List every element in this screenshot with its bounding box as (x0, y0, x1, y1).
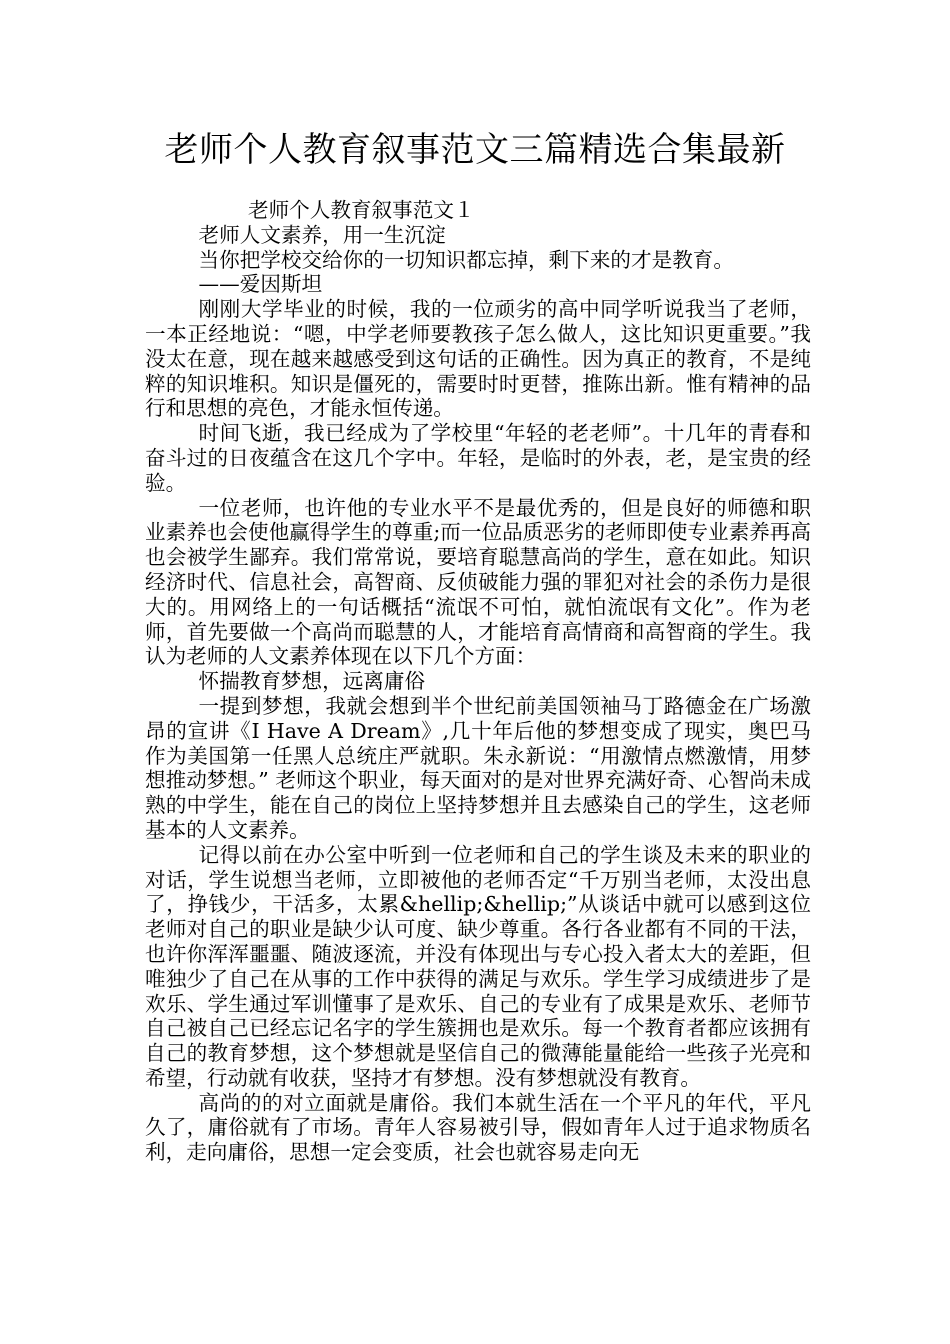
paragraph: 怀揣教育梦想，远离庸俗 (198, 669, 426, 694)
document-body (145, 198, 811, 1165)
paragraph: 时间飞逝，我已经成为了学校里“年轻的老老师”。十几年的青春和奋斗过的日夜蕴含在这几个字中。年轻，是临时的外表，老，是宝贵的经验。 (145, 421, 811, 495)
document-title: 老师个人教育叙事范文三篇精选合集最新 (164, 130, 786, 170)
paragraph: 高尚的的对立面就是庸俗。我们本就生活在一个平凡的年代，平凡久了，庸俗就有了市场。青年人容易被引导，假如青年人过于追求物质名利，走向庸俗，思想一定会变质，社会也就容易走向无 (145, 1090, 811, 1165)
paragraph: 当你把学校交给你的一切知识都忘掉，剩下来的才是教育。 (198, 247, 734, 272)
paragraph: 一位老师，也许他的专业水平不是最优秀的，但是良好的师德和职业素养也会使他赢得学生的尊重;而一位品质恶劣的老师即使专业素养再高也会被学生鄙弃。我们常常说，要培育聪慧高尚的学生，意在如此。知识经济时代、信息社会，高智商、反侦破能力强的罪犯对社会的杀伤力是很大的。用网络上的一句话概括“流氓不可怕，就怕流氓有文化”。作为老师，首先要做一个高尚而聪慧的人，才能培育高情商和高智商的学生。我认为老师的人文素养体现在以下几个方面： (145, 495, 811, 669)
paragraph: 记得以前在办公室中听到一位老师和自己的学生谈及未来的职业的对话，学生说想当老师，立即被他的老师否定“千万别当老师，太没出息了，挣钱少，干活多，太累&hellip;&hellip;”从谈话中就可以感到这位老师对自己的职业是缺少认可度、缺少尊重。各行各业都有不同的干法，也许你浑浑噩噩、随波逐流，并没有体现出与专心投入者太大的差距，但唯独少了自己在从事的工作中获得的满足与欢乐。学生学习成绩进步了是欢乐、学生通过军训懂事了是欢乐、自己的专业有了成果是欢乐、老师节自己被自己已经忘记名字的学生簇拥也是欢乐。每一个教育者都应该拥有自己的教育梦想，这个梦想就是坚信自己的微薄能量能给一些孩子光亮和希望，行动就有收获，坚持才有梦想。没有梦想就没有教育。 (145, 842, 811, 1090)
paragraph: 老师人文素养，用一生沉淀 (198, 222, 446, 247)
section-subtitle: 老师个人教育叙事范文１ (248, 198, 475, 222)
paragraph: ——爱因斯坦 (198, 272, 323, 297)
paragraph: 刚刚大学毕业的时候，我的一位顽劣的高中同学听说我当了老师，一本正经地说：“嗯，中学老师要教孩子怎么做人，这比知识更重要。”我没太在意，现在越来越感受到这句话的正确性。因为真正的教育，不是纯粹的知识堆积。知识是僵死的，需要时时更替，推陈出新。惟有精神的品行和思想的亮色，才能永恒传递。 (145, 297, 811, 421)
paragraph: 一提到梦想，我就会想到半个世纪前美国领袖马丁路德金在广场激昂的宣讲《I Have A Dream》,几十年后他的梦想变成了现实，奥巴马作为美国第一任黑人总统庄严就职。朱永新说：“用激情点燃激情，用梦想推动梦想。” 老师这个职业，每天面对的是对世界充满好奇、心智尚未成熟的中学生，能在自己的岗位上坚持梦想并且去感染自己的学生，这老师基本的人文素养。 (145, 693, 811, 842)
